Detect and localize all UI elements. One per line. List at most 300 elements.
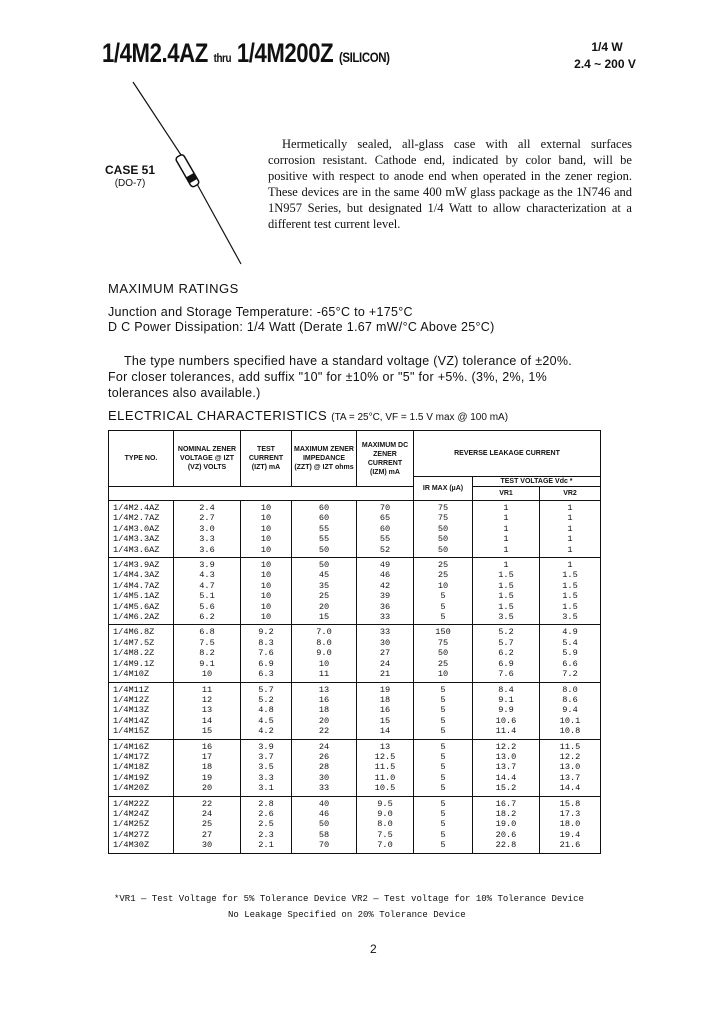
value-type: 1/4M3.9AZ [113, 560, 160, 571]
col-dc-current: MAXIMUM DC ZENER CURRENT (IZM) mA [357, 431, 414, 487]
value-ir: 5 [440, 684, 446, 695]
value-vr1: 7.6 [498, 669, 514, 680]
value-vz: 17 [201, 751, 213, 762]
value-vr1: 1.5 [498, 591, 514, 602]
value-ir: 10 [437, 580, 449, 591]
value-vr1: 1.5 [498, 580, 514, 591]
value-izm: 12.5 [374, 751, 396, 762]
value-type: 1/4M6.8Z [113, 627, 155, 638]
value-vr1: 22.8 [495, 840, 517, 851]
cell-vr1 [473, 501, 540, 558]
value-vr1: 10.6 [495, 715, 517, 726]
cell-vr2 [540, 796, 601, 853]
value-vz: 25 [201, 819, 213, 830]
cell-vz [174, 796, 241, 853]
value-ir: 25 [437, 560, 449, 571]
value-vr2: 1 [567, 560, 573, 571]
value-vr2: 18.0 [559, 819, 581, 830]
value-izt: 6.9 [258, 658, 274, 669]
col-vr2: VR2 [540, 487, 601, 501]
cell-izm [357, 558, 414, 625]
cell-izm [357, 501, 414, 558]
value-vz: 13 [201, 705, 213, 716]
cell-vr2 [540, 625, 601, 682]
value-vr1: 16.7 [495, 798, 517, 809]
value-izm: 36 [379, 601, 391, 612]
cell-izt [241, 739, 292, 796]
value-ir: 50 [437, 523, 449, 534]
value-vr2: 1 [567, 503, 573, 513]
value-vr1: 6.2 [498, 648, 514, 659]
value-vz: 2.4 [199, 503, 215, 513]
value-vz: 3.0 [199, 523, 215, 534]
value-vz: 3.6 [199, 544, 215, 555]
value-zzt: 28 [318, 762, 330, 773]
value-izm: 9.5 [377, 798, 393, 809]
value-izt: 3.1 [258, 783, 274, 794]
value-izt: 5.7 [258, 684, 274, 695]
value-zzt: 55 [318, 523, 330, 534]
value-izm: 27 [379, 648, 391, 659]
value-ir: 5 [440, 819, 446, 830]
value-ir: 5 [440, 694, 446, 705]
cell-ir [414, 796, 473, 853]
value-vr2: 17.3 [559, 808, 581, 819]
value-ir: 5 [440, 762, 446, 773]
cell-izt [241, 796, 292, 853]
material-label: (SILICON) [338, 49, 390, 65]
cell-vz [174, 739, 241, 796]
value-vr2: 1 [567, 523, 573, 534]
value-ir: 50 [437, 648, 449, 659]
table-row-group [109, 739, 601, 796]
value-type: 1/4M13Z [113, 705, 150, 716]
col-test-voltage: TEST VOLTAGE Vdc * [473, 477, 601, 487]
value-izt: 2.3 [258, 829, 274, 840]
cell-type [109, 796, 174, 853]
value-vz: 18 [201, 762, 213, 773]
value-vr1: 1 [503, 523, 509, 534]
device-description: Hermetically sealed, all-glass case with all external surfaces corrosion resistant. Cathode end, indicated by color band, will be positive with respect to anode end when operated in the zener region. These devices are in the same 400 mW glass package as the 1N746 and 1N957 Series, but designated 1/4 Watt to allow characterization at a different test current level. [268, 137, 632, 231]
value-vr2: 8.0 [562, 684, 578, 695]
cell-izt [241, 501, 292, 558]
value-vz: 4.7 [199, 580, 215, 591]
value-zzt: 24 [318, 741, 330, 752]
value-vz: 20 [201, 783, 213, 794]
cell-vz [174, 625, 241, 682]
value-izt: 6.3 [258, 669, 274, 680]
case-number: CASE 51 [104, 163, 156, 177]
cell-zzt [292, 682, 357, 739]
value-type: 1/4M4.7AZ [113, 580, 160, 591]
value-type: 1/4M8.2Z [113, 648, 155, 659]
value-ir: 5 [440, 741, 446, 752]
col-nominal-voltage: NOMINAL ZENER VOLTAGE @ IZT (VZ) VOLTS [174, 431, 241, 487]
value-zzt: 60 [318, 503, 330, 513]
value-zzt: 26 [318, 751, 330, 762]
value-vz: 4.3 [199, 570, 215, 581]
value-zzt: 22 [318, 726, 330, 737]
cell-izt [241, 558, 292, 625]
page-number: 2 [370, 942, 377, 956]
value-izt: 10 [260, 570, 272, 581]
cell-vr1 [473, 558, 540, 625]
value-izm: 18 [379, 694, 391, 705]
value-vr2: 3.5 [562, 612, 578, 623]
value-type: 1/4M14Z [113, 715, 150, 726]
value-ir: 5 [440, 808, 446, 819]
value-ir: 75 [437, 513, 449, 524]
value-izm: 21 [379, 669, 391, 680]
value-izm: 24 [379, 658, 391, 669]
value-izm: 13 [379, 741, 391, 752]
value-zzt: 8.0 [316, 637, 332, 648]
value-izt: 2.6 [258, 808, 274, 819]
value-izm: 10.5 [374, 783, 396, 794]
value-zzt: 10 [318, 658, 330, 669]
value-vr2: 4.9 [562, 627, 578, 638]
value-vr2: 5.4 [562, 637, 578, 648]
value-izt: 10 [260, 523, 272, 534]
value-izm: 30 [379, 637, 391, 648]
cell-vr1 [473, 625, 540, 682]
value-zzt: 33 [318, 783, 330, 794]
value-izt: 3.7 [258, 751, 274, 762]
value-vz: 19 [201, 772, 213, 783]
value-izt: 3.9 [258, 741, 274, 752]
value-vr1: 6.9 [498, 658, 514, 669]
value-ir: 150 [435, 627, 451, 638]
value-vz: 12 [201, 694, 213, 705]
value-izm: 46 [379, 570, 391, 581]
value-zzt: 70 [318, 840, 330, 851]
cell-ir [414, 501, 473, 558]
col-impedance: MAXIMUM ZENER IMPEDANCE (ZZT) @ IZT ohms [292, 431, 357, 487]
value-type: 1/4M5.6AZ [113, 601, 160, 612]
cell-type [109, 625, 174, 682]
cell-vz [174, 682, 241, 739]
cell-vz [174, 558, 241, 625]
value-vr2: 13.7 [559, 772, 581, 783]
value-vz: 3.3 [199, 534, 215, 545]
value-vr2: 7.2 [562, 669, 578, 680]
tolerance-note-line3: tolerances also available.) [108, 386, 261, 400]
value-vr1: 1 [503, 544, 509, 555]
value-vz: 5.1 [199, 591, 215, 602]
cell-ir [414, 739, 473, 796]
tolerance-note-line1: The type numbers specified have a standard voltage (VZ) tolerance of ±20%. [124, 354, 573, 368]
col-vr1: VR1 [473, 487, 540, 501]
value-zzt: 46 [318, 808, 330, 819]
value-zzt: 60 [318, 513, 330, 524]
value-zzt: 18 [318, 705, 330, 716]
value-ir: 25 [437, 570, 449, 581]
table-row-group [109, 796, 601, 853]
value-zzt: 7.0 [316, 627, 332, 638]
value-izm: 15 [379, 715, 391, 726]
value-type: 1/4M20Z [113, 783, 150, 794]
value-ir: 5 [440, 612, 446, 623]
value-zzt: 58 [318, 829, 330, 840]
cell-vr2 [540, 558, 601, 625]
value-izt: 4.5 [258, 715, 274, 726]
value-vr1: 18.2 [495, 808, 517, 819]
table-row-group [109, 625, 601, 682]
value-ir: 50 [437, 544, 449, 555]
value-ir: 5 [440, 798, 446, 809]
value-type: 1/4M25Z [113, 819, 150, 830]
value-vr1: 8.4 [498, 684, 514, 695]
value-vz: 15 [201, 726, 213, 737]
value-vz: 24 [201, 808, 213, 819]
cell-vr1 [473, 682, 540, 739]
value-izt: 9.2 [258, 627, 274, 638]
value-ir: 50 [437, 534, 449, 545]
col-ir-max: IR MAX (µA) [414, 477, 473, 501]
value-izt: 2.1 [258, 840, 274, 851]
value-vr2: 10.8 [559, 726, 581, 737]
value-izm: 55 [379, 534, 391, 545]
value-izt: 2.5 [258, 819, 274, 830]
value-vr2: 6.6 [562, 658, 578, 669]
voltage-range: 2.4 ~ 200 V [574, 57, 636, 71]
value-vz: 5.6 [199, 601, 215, 612]
cell-vr2 [540, 501, 601, 558]
value-vr2: 1.5 [562, 601, 578, 612]
value-izt: 10 [260, 612, 272, 623]
value-izm: 42 [379, 580, 391, 591]
cell-zzt [292, 558, 357, 625]
value-vr2: 13.0 [559, 762, 581, 773]
value-izm: 70 [379, 503, 391, 513]
value-izm: 49 [379, 560, 391, 571]
value-vz: 30 [201, 840, 213, 851]
value-izt: 4.2 [258, 726, 274, 737]
value-ir: 10 [437, 669, 449, 680]
value-zzt: 30 [318, 772, 330, 783]
value-type: 1/4M2.7AZ [113, 513, 160, 524]
cell-ir [414, 682, 473, 739]
value-zzt: 15 [318, 612, 330, 623]
value-izt: 10 [260, 534, 272, 545]
value-vr1: 1.5 [498, 601, 514, 612]
cell-zzt [292, 739, 357, 796]
value-izm: 9.0 [377, 808, 393, 819]
cell-izm [357, 682, 414, 739]
value-vr1: 1 [503, 503, 509, 513]
case-outline: (DO-7) [114, 178, 146, 189]
value-zzt: 50 [318, 544, 330, 555]
value-izm: 65 [379, 513, 391, 524]
value-vz: 8.2 [199, 648, 215, 659]
value-izt: 10 [260, 513, 272, 524]
value-vr2: 10.1 [559, 715, 581, 726]
value-vr2: 1 [567, 513, 573, 524]
value-zzt: 16 [318, 694, 330, 705]
value-zzt: 45 [318, 570, 330, 581]
col-test-current: TEST CURRENT (IZT) mA [241, 431, 292, 487]
value-type: 1/4M9.1Z [113, 658, 155, 669]
value-type: 1/4M3.0AZ [113, 523, 160, 534]
max-rating-power: D C Power Dissipation: 1/4 Watt (Derate 1.67 mW/°C Above 25°C) [108, 320, 495, 334]
value-ir: 75 [437, 637, 449, 648]
max-ratings-heading: MAXIMUM RATINGS [108, 281, 239, 296]
table-row-group [109, 682, 601, 739]
cell-type [109, 682, 174, 739]
value-ir: 5 [440, 715, 446, 726]
value-vr1: 14.4 [495, 772, 517, 783]
thru-label: thru [213, 51, 232, 65]
value-vr1: 11.4 [495, 726, 517, 737]
value-type: 1/4M4.3AZ [113, 570, 160, 581]
value-vr1: 5.2 [498, 627, 514, 638]
value-type: 1/4M3.3AZ [113, 534, 160, 545]
value-ir: 5 [440, 840, 446, 851]
value-vr2: 19.4 [559, 829, 581, 840]
electrical-title: ELECTRICAL CHARACTERISTICS [108, 408, 328, 423]
cell-vr2 [540, 682, 601, 739]
value-vr2: 1 [567, 534, 573, 545]
value-izt: 10 [260, 591, 272, 602]
value-izm: 11.5 [374, 762, 396, 773]
value-izt: 10 [260, 580, 272, 591]
value-type: 1/4M17Z [113, 751, 150, 762]
value-izt: 5.2 [258, 694, 274, 705]
value-vr2: 15.8 [559, 798, 581, 809]
value-vz: 7.5 [199, 637, 215, 648]
value-ir: 5 [440, 751, 446, 762]
value-vr1: 19.0 [495, 819, 517, 830]
value-type: 1/4M30Z [113, 840, 150, 851]
cell-izt [241, 682, 292, 739]
value-type: 1/4M19Z [113, 772, 150, 783]
value-vz: 10 [201, 669, 213, 680]
value-vz: 3.9 [199, 560, 215, 571]
value-vz: 27 [201, 829, 213, 840]
value-vz: 14 [201, 715, 213, 726]
value-type: 1/4M22Z [113, 798, 150, 809]
value-zzt: 13 [318, 684, 330, 695]
col-reverse-leakage: REVERSE LEAKAGE CURRENT [414, 431, 601, 477]
value-zzt: 25 [318, 591, 330, 602]
table-row-group [109, 558, 601, 625]
cell-izt [241, 625, 292, 682]
value-izt: 10 [260, 503, 272, 513]
value-vr2: 1.5 [562, 570, 578, 581]
value-vr2: 11.5 [559, 741, 581, 752]
value-type: 1/4M2.4AZ [113, 503, 160, 513]
value-izm: 33 [379, 627, 391, 638]
value-vr2: 1.5 [562, 591, 578, 602]
cell-zzt [292, 796, 357, 853]
value-vz: 2.7 [199, 513, 215, 524]
value-type: 1/4M10Z [113, 669, 150, 680]
cell-type [109, 558, 174, 625]
cell-zzt [292, 625, 357, 682]
value-vr1: 1 [503, 560, 509, 571]
cell-vr1 [473, 739, 540, 796]
value-vr1: 3.5 [498, 612, 514, 623]
cell-ir [414, 558, 473, 625]
value-zzt: 40 [318, 798, 330, 809]
value-vz: 22 [201, 798, 213, 809]
value-vr1: 13.7 [495, 762, 517, 773]
value-izm: 14 [379, 726, 391, 737]
value-vz: 6.2 [199, 612, 215, 623]
value-izt: 2.8 [258, 798, 274, 809]
value-vr2: 21.6 [559, 840, 581, 851]
cell-type [109, 501, 174, 558]
value-ir: 75 [437, 503, 449, 513]
value-izt: 4.8 [258, 705, 274, 716]
cell-izm [357, 796, 414, 853]
value-zzt: 55 [318, 534, 330, 545]
value-vr2: 1.5 [562, 580, 578, 591]
value-zzt: 11 [318, 669, 330, 680]
value-vr1: 9.9 [498, 705, 514, 716]
max-rating-temperature: Junction and Storage Temperature: -65°C to +175°C [108, 305, 413, 319]
value-izm: 39 [379, 591, 391, 602]
value-ir: 5 [440, 591, 446, 602]
value-zzt: 35 [318, 580, 330, 591]
value-izt: 7.6 [258, 648, 274, 659]
tolerance-note-line2: For closer tolerances, add suffix "10" for ±10% or "5" for +5%. (3%, 2%, 1% [108, 370, 548, 384]
part-to: 1/4M200Z [236, 38, 334, 68]
cell-izm [357, 625, 414, 682]
part-from: 1/4M2.4AZ [102, 38, 208, 68]
value-vr1: 5.7 [498, 637, 514, 648]
value-vz: 16 [201, 741, 213, 752]
value-zzt: 50 [318, 560, 330, 571]
value-vr1: 1 [503, 534, 509, 545]
footnote-test-voltage: *VR1 — Test Voltage for 5% Tolerance Device VR2 — Test voltage for 10% Tolerance Device [114, 894, 584, 904]
value-zzt: 50 [318, 819, 330, 830]
cell-ir [414, 625, 473, 682]
value-vr2: 5.9 [562, 648, 578, 659]
value-type: 1/4M16Z [113, 741, 150, 752]
value-izm: 52 [379, 544, 391, 555]
value-izt: 3.5 [258, 762, 274, 773]
value-type: 1/4M15Z [113, 726, 150, 737]
value-type: 1/4M24Z [113, 808, 150, 819]
value-ir: 5 [440, 601, 446, 612]
value-type: 1/4M12Z [113, 694, 150, 705]
power-rating: 1/4 W [591, 40, 623, 54]
value-izm: 16 [379, 705, 391, 716]
value-vz: 11 [201, 684, 213, 695]
cell-vz [174, 501, 241, 558]
cell-type [109, 739, 174, 796]
value-izm: 19 [379, 684, 391, 695]
value-izm: 11.0 [374, 772, 396, 783]
value-type: 1/4M18Z [113, 762, 150, 773]
value-izt: 10 [260, 544, 272, 555]
electrical-conditions: (TA = 25°C, VF = 1.5 V max @ 100 mA) [331, 412, 509, 423]
value-vr2: 1 [567, 544, 573, 555]
value-izt: 8.3 [258, 637, 274, 648]
value-type: 1/4M3.6AZ [113, 544, 160, 555]
value-vr2: 14.4 [559, 783, 581, 794]
value-izm: 33 [379, 612, 391, 623]
value-ir: 5 [440, 829, 446, 840]
value-zzt: 9.0 [316, 648, 332, 659]
value-izm: 7.5 [377, 829, 393, 840]
value-vr2: 8.6 [562, 694, 578, 705]
cell-izm [357, 739, 414, 796]
value-izt: 10 [260, 601, 272, 612]
value-izm: 7.0 [377, 840, 393, 851]
value-ir: 5 [440, 726, 446, 737]
